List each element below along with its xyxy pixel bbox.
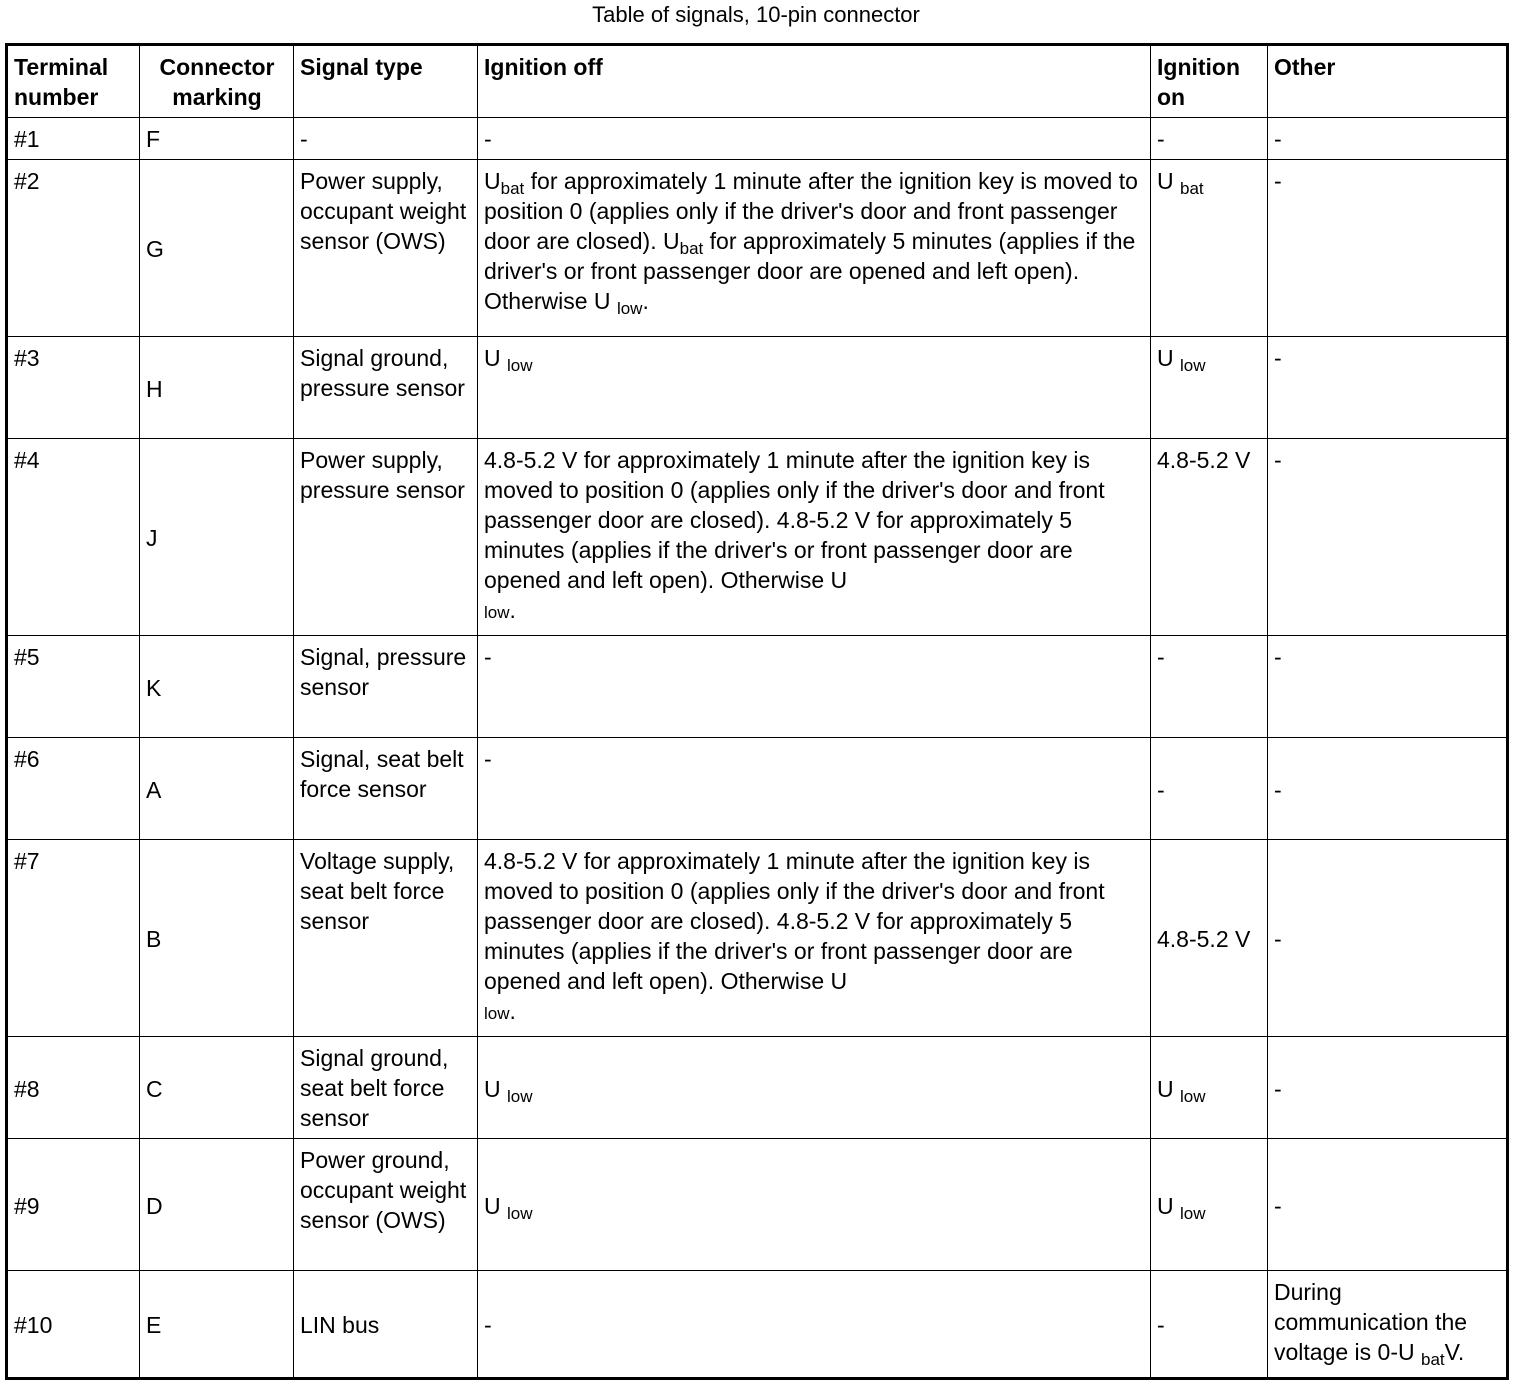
header-ignition-off: Ignition off bbox=[478, 45, 1151, 118]
period: . bbox=[642, 288, 649, 314]
u-symbol: U bbox=[484, 1075, 501, 1102]
low-subscript: low bbox=[507, 1203, 533, 1223]
ignition-on-cell bbox=[1151, 1037, 1268, 1139]
table-row bbox=[7, 160, 1508, 337]
table-row bbox=[7, 337, 1508, 439]
ignition-on-cell bbox=[1151, 1139, 1268, 1271]
header-ignition-on: Ignition on bbox=[1151, 45, 1268, 118]
marking-cell: E bbox=[140, 1271, 294, 1379]
table-row bbox=[7, 1271, 1508, 1379]
table-row bbox=[7, 1037, 1508, 1139]
off-text-b: for approximately 5 minutes (applies if the driver's or front passenger door are opened and left open). Otherwise U bbox=[484, 228, 1136, 314]
table-row bbox=[7, 840, 1508, 1037]
ignition-off-cell bbox=[478, 160, 1151, 337]
other-cell: - bbox=[1268, 840, 1508, 1037]
ignition-on-cell: 4.8-5.2 V bbox=[1151, 439, 1268, 636]
terminal-cell: #9 bbox=[7, 1139, 140, 1271]
terminal-cell: #8 bbox=[7, 1037, 140, 1139]
low-subscript: low bbox=[507, 356, 533, 375]
ignition-off-cell bbox=[478, 1139, 1151, 1271]
ignition-on-cell: - bbox=[1151, 118, 1268, 160]
signal-cell: - bbox=[294, 118, 478, 160]
u-symbol: U bbox=[662, 228, 680, 254]
ignition-off-cell bbox=[478, 840, 1151, 1037]
marking-cell: B bbox=[140, 840, 294, 1037]
off-text: 4.8-5.2 V for approximately 1 minute after the ignition key is moved to position 0 (applies only if the driver's door and front passenger door are closed). 4.8-5.2 V for approximately 5 minutes (applies if the driver's or front passenger door are opened and left open). Otherwise U bbox=[484, 447, 1105, 593]
low-subscript: low bbox=[484, 603, 510, 622]
u-symbol: U bbox=[1157, 168, 1174, 194]
signals-table bbox=[5, 43, 1509, 1380]
marking-cell: D bbox=[140, 1139, 294, 1271]
marking-cell: H bbox=[140, 337, 294, 439]
other-cell: - bbox=[1268, 738, 1508, 840]
signal-cell: Voltage supply, seat belt force sensor bbox=[294, 840, 478, 1037]
ignition-off-cell bbox=[478, 439, 1151, 636]
table-row bbox=[7, 636, 1508, 738]
u-symbol: U bbox=[484, 345, 501, 371]
terminal-cell: #1 bbox=[7, 118, 140, 160]
ignition-off-cell: - bbox=[478, 738, 1151, 840]
bat-subscript: bat bbox=[1180, 179, 1204, 198]
low-subscript: low bbox=[616, 299, 643, 318]
terminal-cell: #4 bbox=[7, 439, 140, 636]
marking-cell: A bbox=[140, 738, 294, 840]
ignition-on-cell: - bbox=[1151, 636, 1268, 738]
low-subscript: low bbox=[1180, 356, 1206, 375]
low-subscript: low bbox=[1180, 1086, 1206, 1106]
signal-cell: Power supply, pressure sensor bbox=[294, 439, 478, 636]
u-symbol: U bbox=[1157, 345, 1174, 371]
terminal-cell: #10 bbox=[7, 1271, 140, 1379]
signal-cell: LIN bus bbox=[294, 1271, 478, 1379]
table-row bbox=[7, 1139, 1508, 1271]
ignition-off-cell bbox=[478, 337, 1151, 439]
header-terminal: Terminal number bbox=[7, 45, 140, 118]
table-row bbox=[7, 439, 1508, 636]
other-text-b: V. bbox=[1444, 1339, 1465, 1365]
ignition-on-cell: - bbox=[1151, 1271, 1268, 1379]
other-cell bbox=[1268, 1271, 1508, 1379]
header-marking: Connector marking bbox=[140, 45, 294, 118]
u-symbol: U bbox=[484, 1192, 501, 1219]
header-other: Other bbox=[1268, 45, 1508, 118]
ignition-off-cell bbox=[478, 1037, 1151, 1139]
marking-cell: G bbox=[140, 160, 294, 337]
signal-cell: Signal ground, pressure sensor bbox=[294, 337, 478, 439]
off-text-a: for approximately 1 minute after the ignition key is moved to position 0 (applies only if the driver's door and front passenger door are closed). bbox=[484, 168, 1138, 254]
u-symbol: U bbox=[1157, 1075, 1174, 1102]
signal-cell: Power supply, occupant weight sensor (OWS) bbox=[294, 160, 478, 337]
ignition-off-cell: - bbox=[478, 118, 1151, 160]
off-text: 4.8-5.2 V for approximately 1 minute after the ignition key is moved to position 0 (applies only if the driver's door and front passenger door are closed). 4.8-5.2 V for approximately 5 minutes (applies if the driver's or front passenger door are opened and left open). Otherwise U bbox=[484, 848, 1105, 994]
ignition-on-cell bbox=[1151, 160, 1268, 337]
marking-cell: J bbox=[140, 439, 294, 636]
period: . bbox=[509, 998, 516, 1024]
ignition-on-cell: 4.8-5.2 V bbox=[1151, 840, 1268, 1037]
u-symbol: U bbox=[1157, 1192, 1174, 1219]
ignition-on-cell bbox=[1151, 337, 1268, 439]
terminal-cell: #7 bbox=[7, 840, 140, 1037]
signal-cell: Signal ground, seat belt force sensor bbox=[294, 1037, 478, 1139]
marking-cell: C bbox=[140, 1037, 294, 1139]
other-cell: - bbox=[1268, 160, 1508, 337]
signal-cell: Signal, seat belt force sensor bbox=[294, 738, 478, 840]
terminal-cell: #3 bbox=[7, 337, 140, 439]
low-subscript: low bbox=[484, 1004, 510, 1023]
bat-subscript: bat bbox=[1421, 1350, 1445, 1369]
table-row bbox=[7, 738, 1508, 840]
low-subscript: low bbox=[1180, 1203, 1206, 1223]
terminal-cell: #6 bbox=[7, 738, 140, 840]
bat-subscript: bat bbox=[679, 239, 704, 258]
signal-cell: Power ground, occupant weight sensor (OWS) bbox=[294, 1139, 478, 1271]
ignition-on-cell: - bbox=[1151, 738, 1268, 840]
ignition-off-cell: - bbox=[478, 1271, 1151, 1379]
low-subscript: low bbox=[507, 1086, 533, 1106]
signal-cell: Signal, pressure sensor bbox=[294, 636, 478, 738]
u-symbol: U bbox=[484, 168, 501, 194]
header-row bbox=[7, 45, 1508, 118]
other-text-a: During communication the voltage is 0-U bbox=[1274, 1279, 1468, 1365]
terminal-cell: #5 bbox=[7, 636, 140, 738]
bat-subscript: bat bbox=[500, 179, 525, 198]
other-cell: - bbox=[1268, 118, 1508, 160]
other-cell: - bbox=[1268, 337, 1508, 439]
header-signal: Signal type bbox=[294, 45, 478, 118]
table-caption: Table of signals, 10-pin connector bbox=[592, 2, 920, 27]
table-row bbox=[7, 118, 1508, 160]
other-cell: - bbox=[1268, 1139, 1508, 1271]
period: . bbox=[509, 597, 516, 623]
other-cell: - bbox=[1268, 439, 1508, 636]
other-cell: - bbox=[1268, 1037, 1508, 1139]
marking-cell: K bbox=[140, 636, 294, 738]
other-cell: - bbox=[1268, 636, 1508, 738]
ignition-off-cell: - bbox=[478, 636, 1151, 738]
terminal-cell: #2 bbox=[7, 160, 140, 337]
marking-cell: F bbox=[140, 118, 294, 160]
